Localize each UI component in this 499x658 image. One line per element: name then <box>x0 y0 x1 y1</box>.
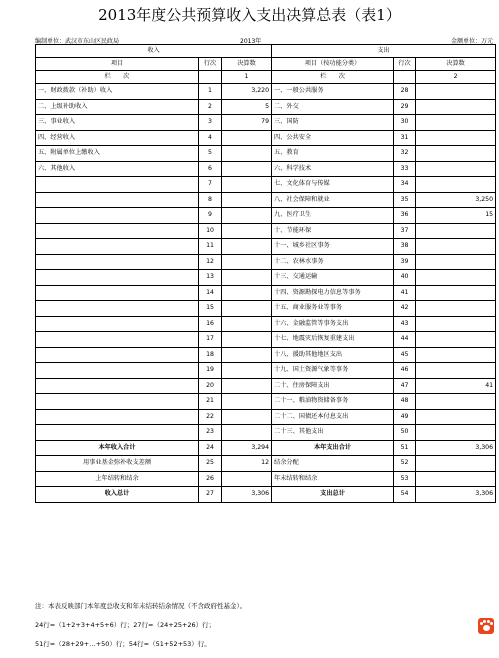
income-row-number: 10 <box>199 223 222 239</box>
expense-row-number: 39 <box>394 254 416 270</box>
summary-expense-row: 54 <box>394 487 416 503</box>
income-row-number: 4 <box>199 130 222 146</box>
summary-income-amount: 3,294 <box>222 440 272 456</box>
income-row-number: 11 <box>199 239 222 255</box>
income-amount-cell <box>222 285 272 301</box>
expense-item-cell: 十二、农林水事务 <box>272 254 394 270</box>
income-amount-cell <box>222 332 272 348</box>
table-row <box>36 208 496 224</box>
table-row <box>36 347 496 363</box>
income-amount-cell: 3,220 <box>222 84 272 100</box>
income-amount-cell <box>222 161 272 177</box>
expense-row-header: 行次 <box>394 58 416 71</box>
expense-item-cell: 十九、国土资源气象等事务 <box>272 363 394 379</box>
income-amount-cell <box>222 177 272 193</box>
expense-amount-cell <box>416 285 496 301</box>
expense-amount-cell <box>416 409 496 425</box>
expense-col-label: 栏 次 <box>272 71 394 84</box>
summary-income-label: 上年结转和结余 <box>36 471 199 487</box>
expense-amount-cell <box>416 84 496 100</box>
expense-row-number: 35 <box>394 192 416 208</box>
table-row <box>36 270 496 286</box>
expense-item-cell: 四、公共安全 <box>272 130 394 146</box>
page-title: 2013年度公共预算收入支出决算总表（表1） <box>98 6 401 24</box>
summary-row <box>36 440 496 456</box>
expense-item-cell: 十三、交通运输 <box>272 270 394 286</box>
expense-item-cell: 二十一、粮油物资储备事务 <box>272 394 394 410</box>
income-item-cell <box>36 409 199 425</box>
income-row-number: 9 <box>199 208 222 224</box>
expense-row-number: 31 <box>394 130 416 146</box>
expense-amount-cell <box>416 425 496 441</box>
expense-section-header: 支出 <box>272 45 496 58</box>
income-item-cell: 二、上级补助收入 <box>36 99 199 115</box>
summary-expense-row: 52 <box>394 456 416 472</box>
amount-unit: 金额单位：万元 <box>451 38 494 45</box>
expense-amount-cell: 41 <box>416 378 496 394</box>
column-index-row <box>36 71 496 84</box>
expense-row-number: 33 <box>394 161 416 177</box>
income-amount-cell <box>222 130 272 146</box>
empty-cell <box>394 71 416 84</box>
income-item-cell <box>36 270 199 286</box>
summary-income-row: 24 <box>199 440 222 456</box>
expense-amount-cell <box>416 301 496 317</box>
income-row-number: 22 <box>199 409 222 425</box>
expense-row-number: 50 <box>394 425 416 441</box>
expense-item-header: 项目（按功能分类） <box>272 58 394 71</box>
income-row-number: 8 <box>199 192 222 208</box>
income-amount-cell: 5 <box>222 99 272 115</box>
summary-expense-label: 结余分配 <box>272 456 394 472</box>
income-item-cell <box>36 332 199 348</box>
summary-expense-label: 本年支出合计 <box>272 440 394 456</box>
income-item-cell <box>36 425 199 441</box>
expense-row-number: 29 <box>394 99 416 115</box>
expense-item-cell: 二十、住房保障支出 <box>272 378 394 394</box>
expense-row-number: 44 <box>394 332 416 348</box>
summary-row <box>36 487 496 503</box>
summary-row <box>36 456 496 472</box>
summary-row <box>36 471 496 487</box>
expense-item-cell: 八、社会保障和就业 <box>272 192 394 208</box>
income-row-number: 12 <box>199 254 222 270</box>
table-row <box>36 161 496 177</box>
expense-amount-cell <box>416 223 496 239</box>
summary-income-amount: 3,306 <box>222 487 272 503</box>
income-amount-cell <box>222 316 272 332</box>
income-item-header: 项目 <box>36 58 199 71</box>
expense-item-cell: 十四、资源勘探电力信息等事务 <box>272 285 394 301</box>
income-row-number: 23 <box>199 425 222 441</box>
income-section-header: 收入 <box>36 45 272 58</box>
expense-col-number: 2 <box>416 71 496 84</box>
expense-amount-cell <box>416 363 496 379</box>
expense-amount-cell <box>416 177 496 193</box>
summary-income-label: 收入总计 <box>36 487 199 503</box>
table-row <box>36 223 496 239</box>
income-row-number: 13 <box>199 270 222 286</box>
expense-amount-cell <box>416 115 496 131</box>
expense-item-cell: 九、医疗卫生 <box>272 208 394 224</box>
income-item-cell: 五、附属单位上缴收入 <box>36 146 199 162</box>
income-item-cell <box>36 192 199 208</box>
expense-item-cell: 六、科学技术 <box>272 161 394 177</box>
expense-row-number: 30 <box>394 115 416 131</box>
income-item-cell <box>36 239 199 255</box>
income-amount-cell <box>222 146 272 162</box>
table-row <box>36 254 496 270</box>
income-amount-cell <box>222 378 272 394</box>
income-item-cell: 三、事业收入 <box>36 115 199 131</box>
income-amount-cell <box>222 208 272 224</box>
paw-icon[interactable] <box>478 618 494 634</box>
income-row-number: 1 <box>199 84 222 100</box>
expense-row-number: 36 <box>394 208 416 224</box>
income-amount-cell <box>222 301 272 317</box>
summary-expense-row: 51 <box>394 440 416 456</box>
summary-expense-label: 支出总计 <box>272 487 394 503</box>
expense-item-cell: 十五、商业服务业等事务 <box>272 301 394 317</box>
expense-row-number: 47 <box>394 378 416 394</box>
section-header-row <box>36 45 496 58</box>
income-row-header: 行次 <box>199 58 222 71</box>
expense-item-cell: 一、一般公共服务 <box>272 84 394 100</box>
expense-item-cell: 七、文化体育与传媒 <box>272 177 394 193</box>
income-item-cell <box>36 347 199 363</box>
income-item-cell <box>36 254 199 270</box>
summary-expense-amount <box>416 456 496 472</box>
expense-row-number: 34 <box>394 177 416 193</box>
income-amount-cell <box>222 239 272 255</box>
table-row <box>36 130 496 146</box>
income-amount-cell <box>222 394 272 410</box>
income-item-cell <box>36 223 199 239</box>
table-row <box>36 115 496 131</box>
table-row <box>36 394 496 410</box>
income-row-number: 2 <box>199 99 222 115</box>
expense-amount-cell <box>416 130 496 146</box>
table-row <box>36 316 496 332</box>
income-item-cell: 六、其他收入 <box>36 161 199 177</box>
expense-row-number: 37 <box>394 223 416 239</box>
income-row-number: 15 <box>199 301 222 317</box>
income-row-number: 20 <box>199 378 222 394</box>
income-amount-cell <box>222 425 272 441</box>
income-row-number: 16 <box>199 316 222 332</box>
table-row <box>36 301 496 317</box>
expense-row-number: 28 <box>394 84 416 100</box>
summary-income-amount <box>222 471 272 487</box>
expense-row-number: 42 <box>394 301 416 317</box>
expense-item-cell: 十一、城乡社区事务 <box>272 239 394 255</box>
expense-amount-cell <box>416 239 496 255</box>
income-amount-cell <box>222 254 272 270</box>
income-amount-cell <box>222 270 272 286</box>
income-row-number: 19 <box>199 363 222 379</box>
expense-amount-cell <box>416 347 496 363</box>
expense-row-number: 38 <box>394 239 416 255</box>
income-amount-cell <box>222 363 272 379</box>
summary-income-row: 27 <box>199 487 222 503</box>
table-row <box>36 332 496 348</box>
income-item-cell <box>36 378 199 394</box>
expense-amount-cell <box>416 316 496 332</box>
expense-row-number: 41 <box>394 285 416 301</box>
income-item-cell: 一、财政拨款（补助）收入 <box>36 84 199 100</box>
expense-item-cell: 十八、援助其他地区支出 <box>272 347 394 363</box>
note-line-1: 注：本表反映部门本年度总收支和年末结转结余情况（不含政府性基金）。 <box>35 602 247 610</box>
empty-cell <box>199 71 222 84</box>
income-row-number: 6 <box>199 161 222 177</box>
income-row-number: 18 <box>199 347 222 363</box>
table-row <box>36 363 496 379</box>
expense-item-cell: 二十三、其他支出 <box>272 425 394 441</box>
income-amount-cell <box>222 192 272 208</box>
column-header-row <box>36 58 496 71</box>
income-item-cell <box>36 394 199 410</box>
summary-income-row: 25 <box>199 456 222 472</box>
table-row <box>36 99 496 115</box>
expense-amount-cell <box>416 332 496 348</box>
summary-income-amount: 12 <box>222 456 272 472</box>
expense-item-cell: 二、外交 <box>272 99 394 115</box>
table-row <box>36 409 496 425</box>
income-amount-cell <box>222 347 272 363</box>
expense-amount-cell <box>416 146 496 162</box>
expense-row-number: 40 <box>394 270 416 286</box>
expense-amount-cell: 3,250 <box>416 192 496 208</box>
income-item-cell <box>36 177 199 193</box>
expense-amount-cell <box>416 99 496 115</box>
expense-item-cell: 十、节能环保 <box>272 223 394 239</box>
expense-row-number: 48 <box>394 394 416 410</box>
summary-income-label: 用事业基金弥补收支差额 <box>36 456 199 472</box>
org-unit: 编制单位：武汉市东山区民政局 <box>35 38 120 45</box>
summary-expense-label: 年末结转和结余 <box>272 471 394 487</box>
expense-item-cell: 五、教育 <box>272 146 394 162</box>
expense-row-number: 49 <box>394 409 416 425</box>
income-row-number: 17 <box>199 332 222 348</box>
income-row-number: 3 <box>199 115 222 131</box>
table-row <box>36 425 496 441</box>
expense-row-number: 45 <box>394 347 416 363</box>
income-col-number: 1 <box>222 71 272 84</box>
income-col-label: 栏 次 <box>36 71 199 84</box>
summary-expense-amount: 3,306 <box>416 440 496 456</box>
summary-income-row: 26 <box>199 471 222 487</box>
summary-expense-row: 53 <box>394 471 416 487</box>
income-item-cell <box>36 208 199 224</box>
income-row-number: 14 <box>199 285 222 301</box>
expense-amount-header: 决算数 <box>416 58 496 71</box>
note-line-3: 51行=（28+29+…+50）行；54行=（51+52+53）行。 <box>35 640 211 648</box>
income-item-cell <box>36 301 199 317</box>
table-row <box>36 84 496 100</box>
report-year: 2013年 <box>240 38 262 45</box>
table-row <box>36 239 496 255</box>
income-row-number: 21 <box>199 394 222 410</box>
summary-expense-amount <box>416 471 496 487</box>
income-item-cell <box>36 363 199 379</box>
income-amount-cell <box>222 409 272 425</box>
expense-amount-cell: 15 <box>416 208 496 224</box>
expense-item-cell: 十七、地震灾后恢复重建支出 <box>272 332 394 348</box>
expense-amount-cell <box>416 270 496 286</box>
expense-row-number: 32 <box>394 146 416 162</box>
income-item-cell <box>36 316 199 332</box>
note-line-2: 24行=（1+2+3+4+5+6）行；27行=（24+25+26）行； <box>35 621 216 629</box>
expense-row-number: 46 <box>394 363 416 379</box>
table-row <box>36 285 496 301</box>
income-amount-cell: 79 <box>222 115 272 131</box>
summary-expense-amount: 3,306 <box>416 487 496 503</box>
budget-table <box>35 44 496 503</box>
table-row <box>36 378 496 394</box>
expense-amount-cell <box>416 254 496 270</box>
table-row <box>36 192 496 208</box>
income-item-cell <box>36 285 199 301</box>
expense-row-number: 43 <box>394 316 416 332</box>
expense-amount-cell <box>416 161 496 177</box>
income-item-cell: 四、经营收入 <box>36 130 199 146</box>
expense-item-cell: 三、国防 <box>272 115 394 131</box>
summary-income-label: 本年收入合计 <box>36 440 199 456</box>
table-row <box>36 146 496 162</box>
expense-item-cell: 十六、金融监管等事务支出 <box>272 316 394 332</box>
income-amount-header: 决算数 <box>222 58 272 71</box>
table-row <box>36 177 496 193</box>
income-amount-cell <box>222 223 272 239</box>
income-row-number: 5 <box>199 146 222 162</box>
income-row-number: 7 <box>199 177 222 193</box>
expense-amount-cell <box>416 394 496 410</box>
expense-item-cell: 二十二、国债还本付息支出 <box>272 409 394 425</box>
